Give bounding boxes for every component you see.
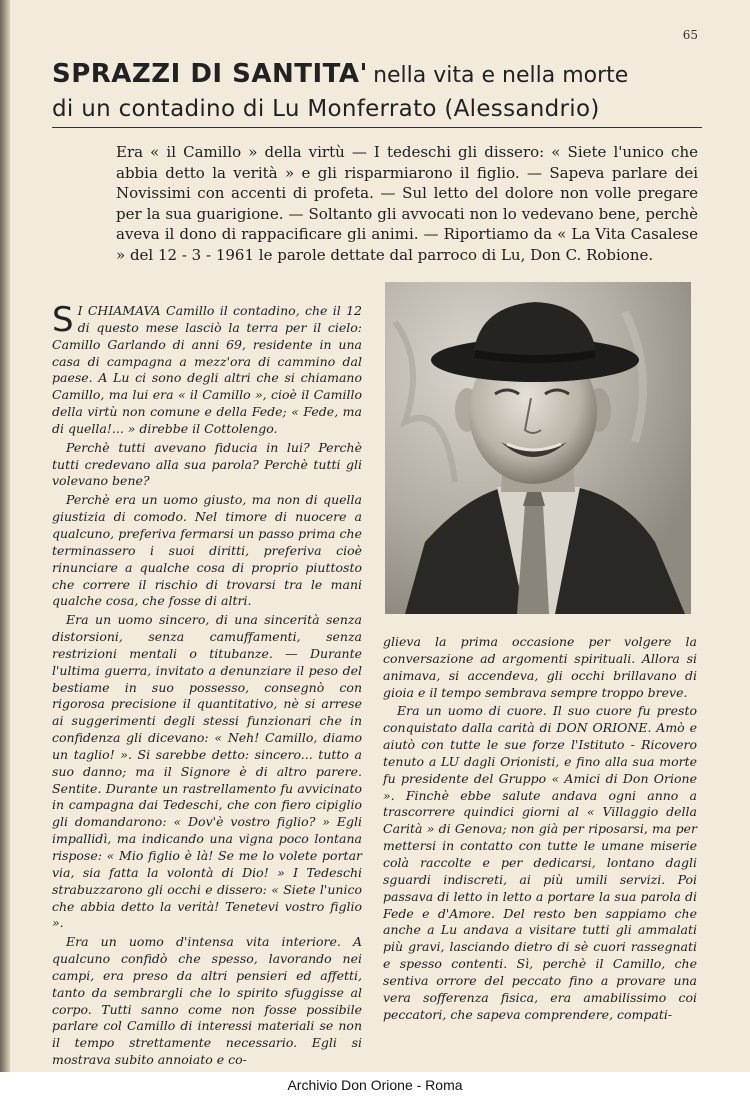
paragraph-text: I CHIAMAVA Camillo il contadino, che il 12 di questo mese lasciò la terra per il cielo: Camillo Garlando di anni 69, residente in una casa di campagna a mezz'ora di cammino dal paese. A Lu ci sono degli altri che si chiamano Camillo, ma lui era « il Camillo », cioè il Camillo della virtù non comune e della Fede; « Fede, ma di quella!... » direbbe il Cottolengo. bbox=[52, 303, 362, 436]
title-light: nella vita e nella morte bbox=[373, 63, 629, 88]
paragraph: Era un uomo di cuore. Il suo cuore fu presto conquistato dalla carità di DON ORIONE. Amò e aiutò con tutte le sue forze l'Istituto - Ricovero tenuto a LU dagli Orionisti, e fino alla sua morte fu presidente del Gruppo « Amici di Don Orione ». Finchè ebbe salute andava ogni anno a trascorrere quindici giorni al « Villaggio della Carità » di Genova; non già per riposarsi, ma per mettersi in contatto con tutte le umane miserie colà raccolte e per dedicarsi, lontano dagli sguardi indiscreti, ai più umili servizi. Poi passava di letto in letto a portare la sua parola di Fede e d'Amore. Del resto ben sappiamo che anche a Lu andava a visitare tutti gli ammalati più gravi, lasciando dietro di sè cuori rassegnati e spesso contenti. Sì, perchè il Camillo, che sentiva orrore del peccato fino a provare una vera sofferenza fisica, era amabilissimo coi peccatori, che sapeva comprendere, compati- bbox=[383, 703, 697, 1022]
paragraph bbox=[52, 300, 362, 438]
drop-cap: S bbox=[52, 300, 74, 340]
page-number: 65 bbox=[682, 28, 698, 42]
paragraph: Era un uomo d'intensa vita interiore. A qualcuno confidò che spesso, lavorando nei campi, era preso da altri pensieri ed affetti, tanto da sembrargli che lo spirito sfuggisse al corpo. Tutti sanno come non fosse possibile parlare col Camillo di interessi materiali se non il tempo strettamente necessario. Egli si mostrava subito annoiato e co- bbox=[52, 934, 362, 1068]
title-divider bbox=[52, 127, 702, 128]
title-line-2: di un contadino di Lu Monferrato (Alessandrio) bbox=[52, 96, 600, 122]
right-column bbox=[383, 634, 697, 1025]
article-title bbox=[52, 58, 702, 125]
title-line-1 bbox=[52, 58, 702, 93]
paragraph: Perchè tutti avevano fiducia in lui? Perchè tutti credevano alla sua parola? Perchè tutti gli volevano bene? bbox=[52, 439, 362, 489]
portrait-illustration bbox=[385, 282, 691, 614]
title-bold: SPRAZZI DI SANTITA' bbox=[52, 59, 368, 89]
portrait-photo bbox=[385, 282, 691, 614]
paragraph: glieva la prima occasione per volgere la conversazione ad argomenti spirituali. Allora si animava, si accendeva, gli occhi brillavano di gioia e il tempo sembrava sempre troppo breve. bbox=[383, 634, 697, 700]
article-summary: Era « il Camillo » della virtù — I tedeschi gli dissero: « Siete l'unico che abbia detto la verità » e gli risparmiarono il figlio. — Sapeva parlare dei Novissimi con accenti di profeta. — Sul letto del dolore non volle pregare per la sua guarigione. — Soltanto gli avvocati non lo vedevano bene, perchè aveva il dono di rappacificare gli animi. — Riportiamo da « La Vita Casalese » del 12 - 3 - 1961 le parole dettate dal parroco di Lu, Don C. Robione. bbox=[116, 143, 698, 264]
page-binding-shadow bbox=[0, 0, 10, 1072]
left-column bbox=[52, 300, 362, 1071]
archive-footer: Archivio Don Orione - Roma bbox=[0, 1072, 750, 1098]
paragraph: Era un uomo sincero, di una sincerità senza distorsioni, senza camuffamenti, senza restrizioni mentali o titubanze. — Durante l'ultima guerra, invitato a denunziare il peso del bestiame in suo possesso, consegnò con rigorosa precisione il quantitativo, nè si arrese ai suggerimenti degli stessi funzionari che in confidenza gli dicevano: « Neh! Camillo, diamo un taglio! ». Si sarebbe detto: sincero... tutto a suo danno; ma il Signore è di altro parere. Sentite. Durante un rastrellamento fu avvicinato in campagna dai Tedeschi, che con fiero cipiglio gli domandarono: « Dov'è vostro figlio? » Egli impallidì, ma indicando una vigna poco lontana rispose: « Mio figlio è là! Se me lo volete portar via, sia fatta la volontà di Dio! » I Tedeschi strabuzzarono gli occhi e dissero: « Siete l'unico che abbia detto la verità! Tenetevi vostro figlio ». bbox=[52, 612, 362, 931]
paragraph: Perchè era un uomo giusto, ma non di quella giustizia di comodo. Nel timore di nuocere a qualcuno, preferiva fermarsi un passo prima che terminassero i suoi diritti, preferiva cioè rinunciare a qualche cosa di proprio piuttosto che correre il rischio di trovarsi tra le mani qualche cosa, che fosse di altri. bbox=[52, 492, 362, 609]
